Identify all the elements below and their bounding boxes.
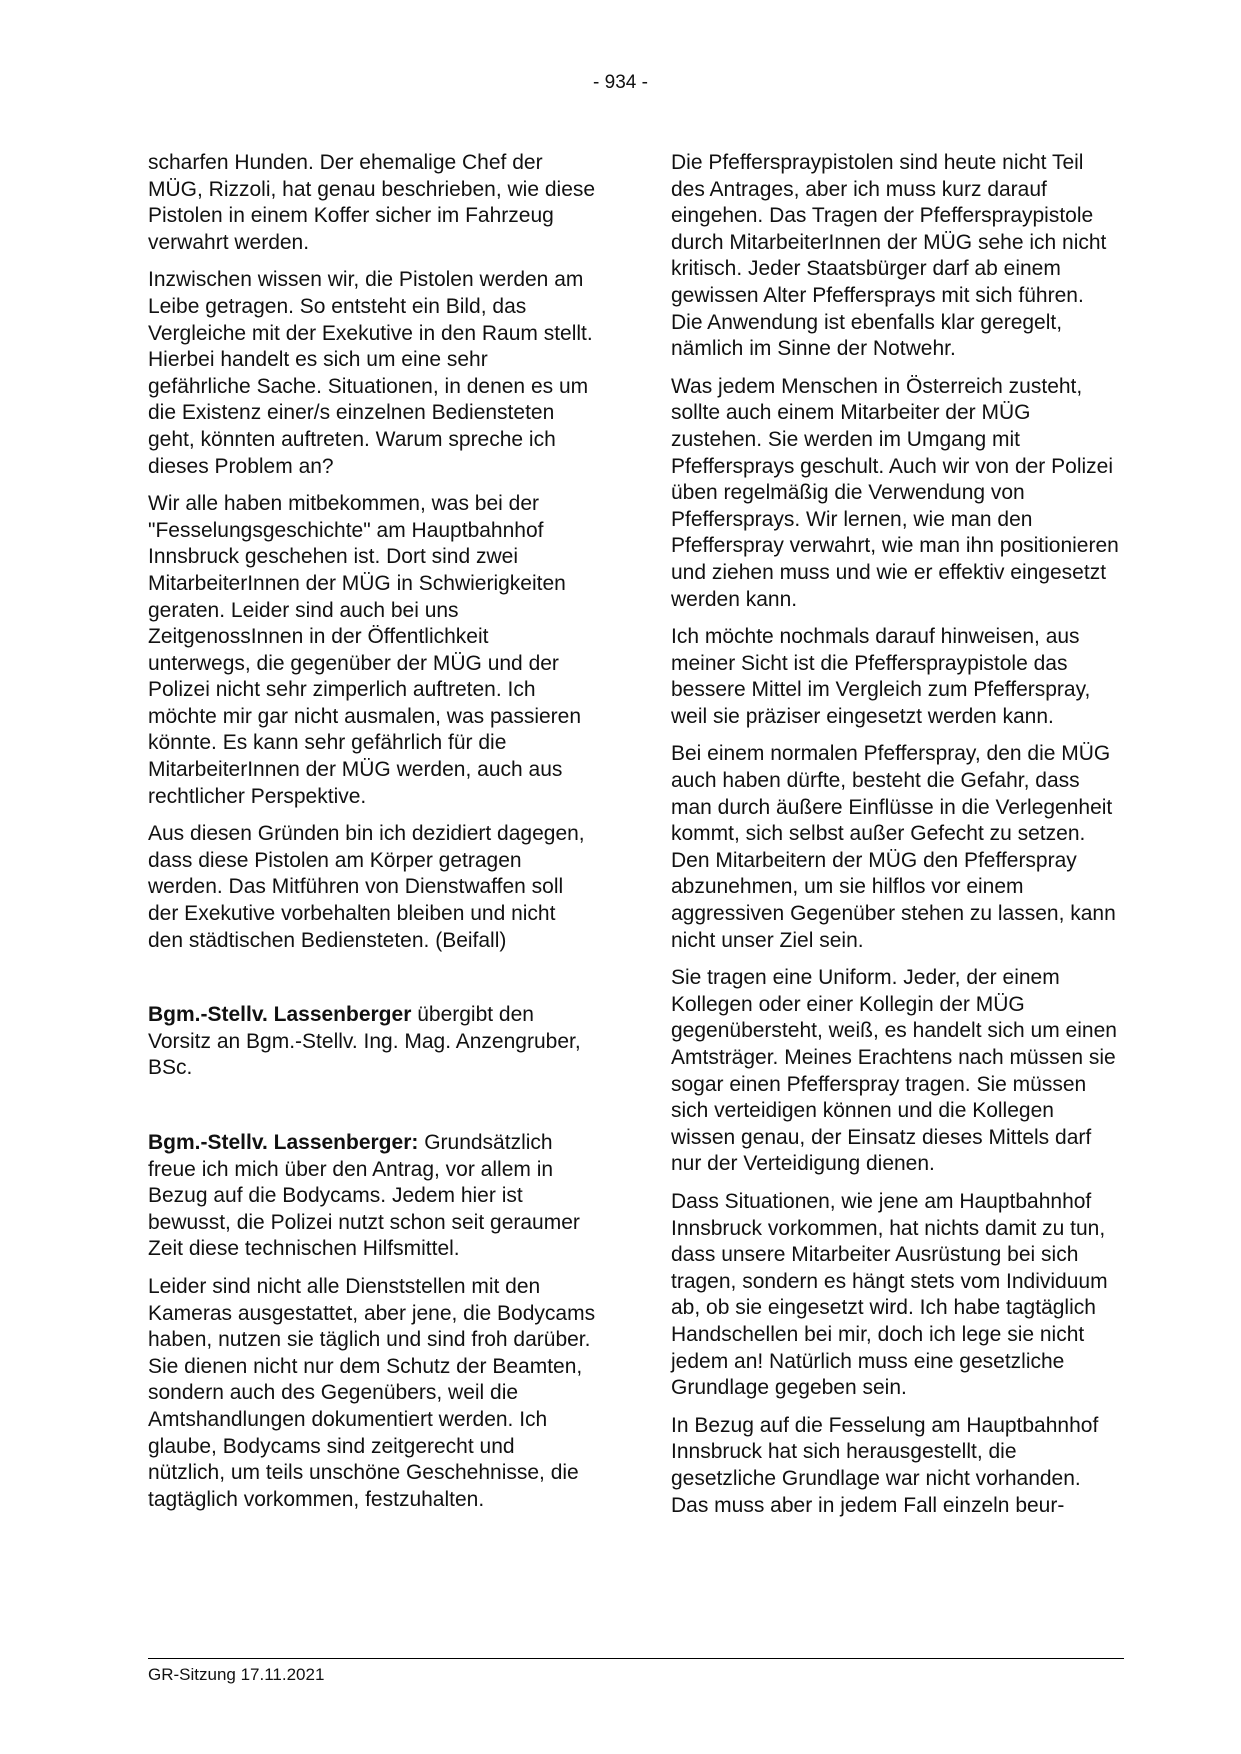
paragraph: scharfen Hunden. Der ehemalige Chef der MÜG, Rizzoli, hat genau beschrieben, wie diese Pistolen in einem Koffer sicher im Fahrzeug verwahrt werden. (148, 151, 596, 254)
left-column (148, 150, 596, 1524)
paragraph: Wir alle haben mitbekommen, was bei der "Fesselungsgeschichte" am Hauptbahnhof Innsbruck geschehen ist. Dort sind zwei MitarbeiterInnen der MÜG in Schwierigkeiten geraten. Leider sind auch bei uns ZeitgenossInnen in der Öffentlichkeit unterwegs, die gegenüber der MÜG und der Polizei nicht sehr zimperlich auftreten. Ich möchte mir gar nicht ausmalen, was passieren könnte. Es kann sehr gefährlich für die MitarbeiterInnen der MÜG werden, auch aus rechtlicher Perspektive. (148, 492, 582, 808)
paragraph: Bei einem normalen Pfefferspray, den die MÜG auch haben dürfte, besteht die Gefahr, dass man durch äußere Einflüsse in die Verlegenheit kommt, sich selbst außer Gefecht zu setzen. Den Mitarbeitern der MÜG den Pfefferspray abzunehmen, um sie hilflos vor einem aggressiven Gegenüber stehen zu lassen, kann nicht unser Ziel sein. (671, 742, 1116, 952)
paragraph: Die Pfeffersprаypistolen sind heute nicht Teil des Antrages, aber ich muss kurz darauf eingehen. Das Tragen der Pfefferspraypistole durch MitarbeiterInnen der MÜG sehe ich nicht kritisch. Jeder Staatsbürger darf ab einem gewissen Alter Pfeffersprays mit sich führen. Die Anwendung ist ebenfalls klar geregelt, nämlich im Sinne der Notwehr. (671, 151, 1107, 361)
speaker-text: übergibt den Vorsitz an Bgm.-Stellv. Ing. Mag. Anzengruber, BSc. (148, 1003, 581, 1080)
right-column (671, 150, 1119, 1530)
paragraph: Was jedem Menschen in Österreich zusteht, sollte auch einem Mitarbeiter der MÜG zustehen. Sie werden im Umgang mit Pfeffersprays geschult. Auch wir von der Polizei üben regelmäßig die Verwendung von Pfeffersprays. Wir lernen, wie man den Pfefferspray verwahrt, wie man ihn positionieren und ziehen muss und wie er effektiv eingesetzt werden kann. (671, 374, 1119, 611)
paragraph: Sie tragen eine Uniform. Jeder, der einem Kollegen oder einer Kollegin der MÜG gegenübersteht, weiß, es handelt sich um einen Amtsträger. Meines Erachtens nach müssen sie sogar einen Pfefferspray tragen. Sie müssen sich verteidigen können und die Kollegen wissen genau, der Einsatz dieses Mittels darf nur der Verteidigung dienen. (671, 966, 1117, 1176)
paragraph: Aus diesen Gründen bin ich dezidiert dagegen, dass diese Pistolen am Körper getragen werden. Das Mitführen von Dienstwaffen soll der Exekutive vorbehalten bleiben und nicht den städtischen Bediensteten. (Beifall) (148, 822, 585, 952)
paragraph: In Bezug auf die Fesselung am Hauptbahnhof Innsbruck hat sich herausgestellt, die gesetzliche Grundlage war nicht vorhanden. Das muss aber in jedem Fall einzeln beur- (671, 1413, 1099, 1517)
speaker-paragraph (148, 1130, 596, 1263)
speaker-name: Bgm.-Stellv. Lassenberger (148, 1003, 412, 1027)
page-number: - 934 - (593, 72, 648, 93)
paragraph: Leider sind nicht alle Dienststellen mit den Kameras ausgestattet, aber jene, die Bodycams haben, nutzen sie täglich und sind froh darüber. Sie dienen nicht nur dem Schutz der Beamten, sondern auch des Gegenübers, weil die Amtshandlungen dokumentiert werden. Ich glaube, Bodycams sind zeitgerecht und nützlich, um teils unschöne Geschehnisse, die tagtäglich vorkommen, festzuhalten. (148, 1274, 596, 1511)
speaker-text: Grundsätzlich freue ich mich über den Antrag, vor allem in Bezug auf die Bodycams. Jedem hier ist bewusst, die Polizei nutzt schon seit geraumer Zeit diese technischen Hilfsmittel. (148, 1131, 580, 1261)
speaker-name: Bgm.-Stellv. Lassenberger: (148, 1131, 419, 1154)
paragraph: Inzwischen wissen wir, die Pistolen werden am Leibe getragen. So entsteht ein Bild, das Vergleiche mit der Exekutive in den Raum stellt. Hierbei handelt es sich um eine sehr gefährliche Sache. Situationen, in denen es um die Existenz einer/s einzelnen Bediensteten geht, könnten auftreten. Warum spreche ich dieses Problem an? (148, 268, 593, 478)
footer-text: GR-Sitzung 17.11.2021 (148, 1665, 325, 1684)
speaker-paragraph (148, 1002, 596, 1082)
paragraph: Dass Situationen, wie jene am Hauptbahnhof Innsbruck vorkommen, hat nichts damit zu tun, dass unsere Mitarbeiter Ausrüstung bei sich tragen, sondern es hängt stets vom Individuum ab, ob sie eingesetzt wird. Ich habe tagtäglich Handschellen bei mir, doch ich lege sie nicht jedem an! Natürlich muss eine gesetzliche Grundlage gegeben sein. (671, 1189, 1108, 1400)
footer-rule (148, 1658, 1124, 1659)
paragraph: Ich möchte nochmals darauf hinweisen, aus meiner Sicht ist die Pfefferspraypistole das bessere Mittel im Vergleich zum Pfefferspray, weil sie präziser eingesetzt werden kann. (671, 625, 1091, 728)
